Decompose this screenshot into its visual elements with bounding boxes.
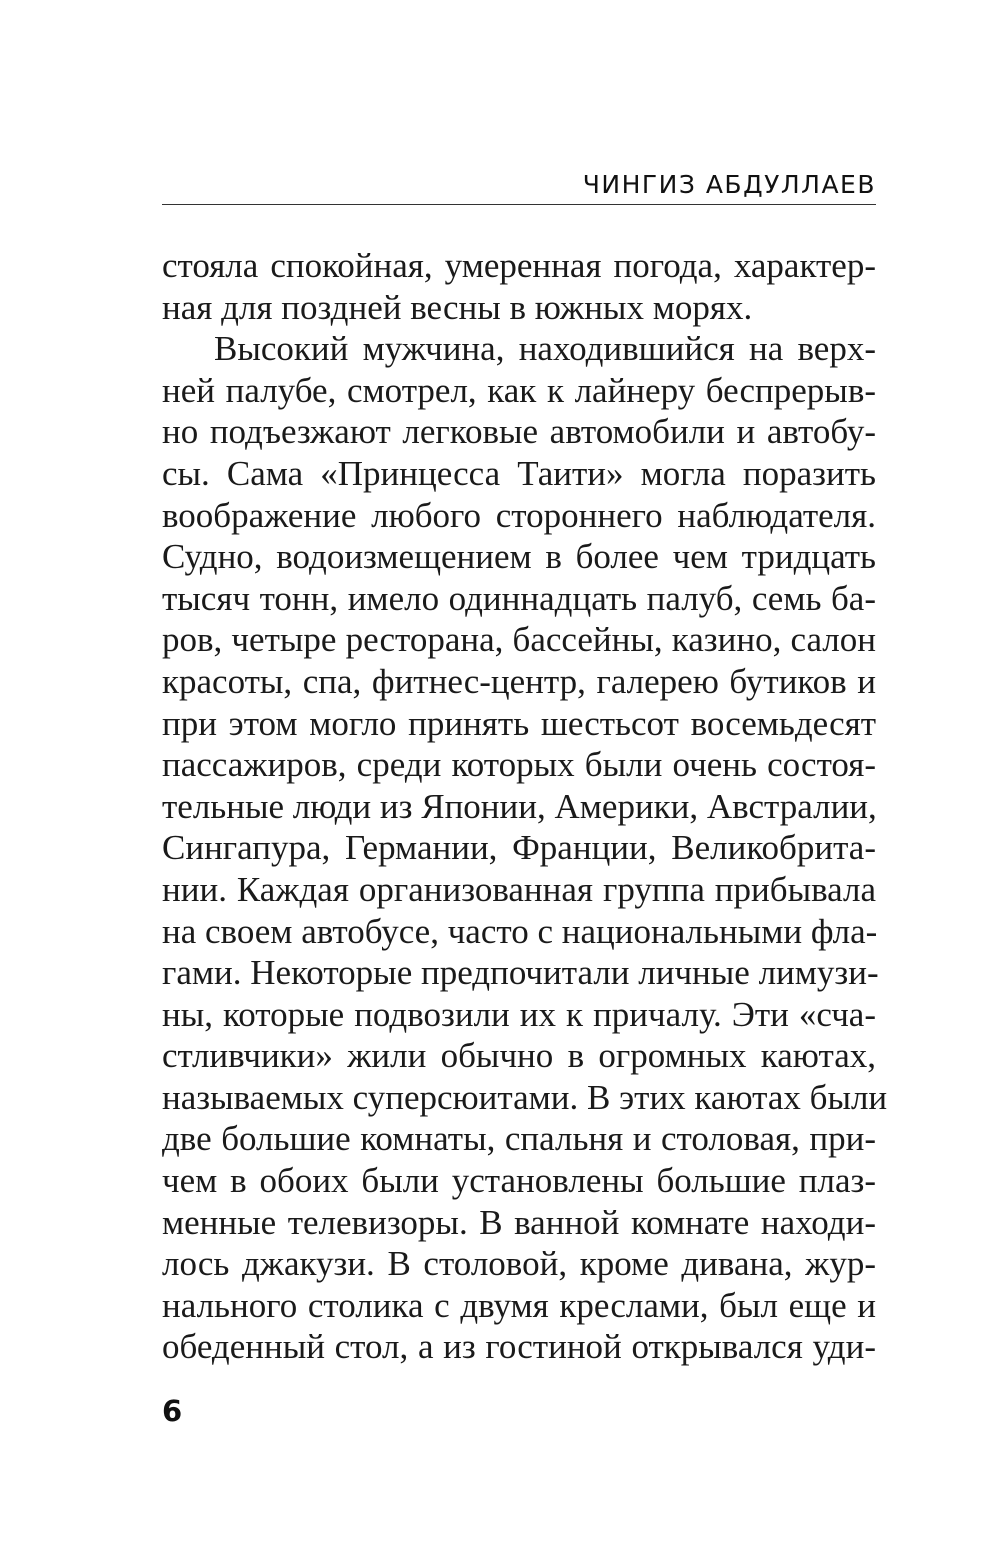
text-line: стояла спокойная, умеренная погода, характер-	[162, 246, 876, 285]
text-line: Сингапура, Германии, Франции, Великобрита-	[162, 828, 876, 868]
running-header-author: ЧИНГИЗ АБДУЛЛАЕВ	[582, 170, 876, 199]
text-line: две большие комнаты, спальня и столовая, при-	[162, 1119, 876, 1159]
text-line: называемых суперсюитами. В этих каютах были	[162, 1077, 888, 1117]
header-divider	[162, 204, 876, 205]
text-line: но подъезжают легковые автомобили и автобу-	[162, 412, 876, 452]
text-line: нального столика с двумя креслами, был еще и	[162, 1285, 876, 1325]
text-line: при этом могло принять шестьсот восемьдесят	[162, 703, 876, 743]
text-line: гами. Некоторые предпочитали личные лимузи-	[162, 953, 879, 993]
text-line: стливчики» жили обычно в огромных каютах,	[162, 1036, 876, 1076]
text-line: нии. Каждая организованная группа прибывала	[162, 869, 876, 909]
page-number: 6	[162, 1394, 183, 1428]
text-line: ней палубе, смотрел, как к лайнеру беспрерыв-	[162, 370, 876, 410]
text-line: обеденный стол, а из гостиной открывался уди-	[162, 1327, 876, 1367]
text-line: тельные люди из Японии, Америки, Австралии,	[162, 786, 877, 826]
text-line: ров, четыре ресторана, бассейны, казино, салон	[162, 620, 876, 660]
text-line: Высокий мужчина, находившийся на верх-	[214, 329, 876, 369]
text-line: тысяч тонн, имело одиннадцать палуб, семь ба-	[162, 578, 876, 618]
text-line: Судно, водоизмещением в более чем тридцать	[162, 537, 876, 577]
text-line: на своем автобусе, часто с национальными фла-	[162, 911, 878, 951]
text-line: красоты, спа, фитнес-центр, галерею бутиков и	[162, 661, 876, 701]
text-line: чем в обоих были установлены большие плаз-	[162, 1161, 876, 1201]
text-line: воображение любого стороннего наблюдателя.	[162, 495, 876, 535]
body-text	[162, 245, 888, 1368]
text-line: сы. Сама «Принцесса Таити» могла поразить	[162, 453, 876, 493]
text-line: лось джакузи. В столовой, кроме дивана, жур-	[162, 1244, 876, 1284]
text-line: ны, которые подвозили их к причалу. Эти «сча-	[162, 994, 876, 1034]
text-line: ная для поздней весны в южных морях.	[162, 287, 753, 327]
text-line: менные телевизоры. В ванной комнате находи-	[162, 1202, 876, 1242]
text-line: пассажиров, среди которых были очень состоя-	[162, 745, 876, 785]
